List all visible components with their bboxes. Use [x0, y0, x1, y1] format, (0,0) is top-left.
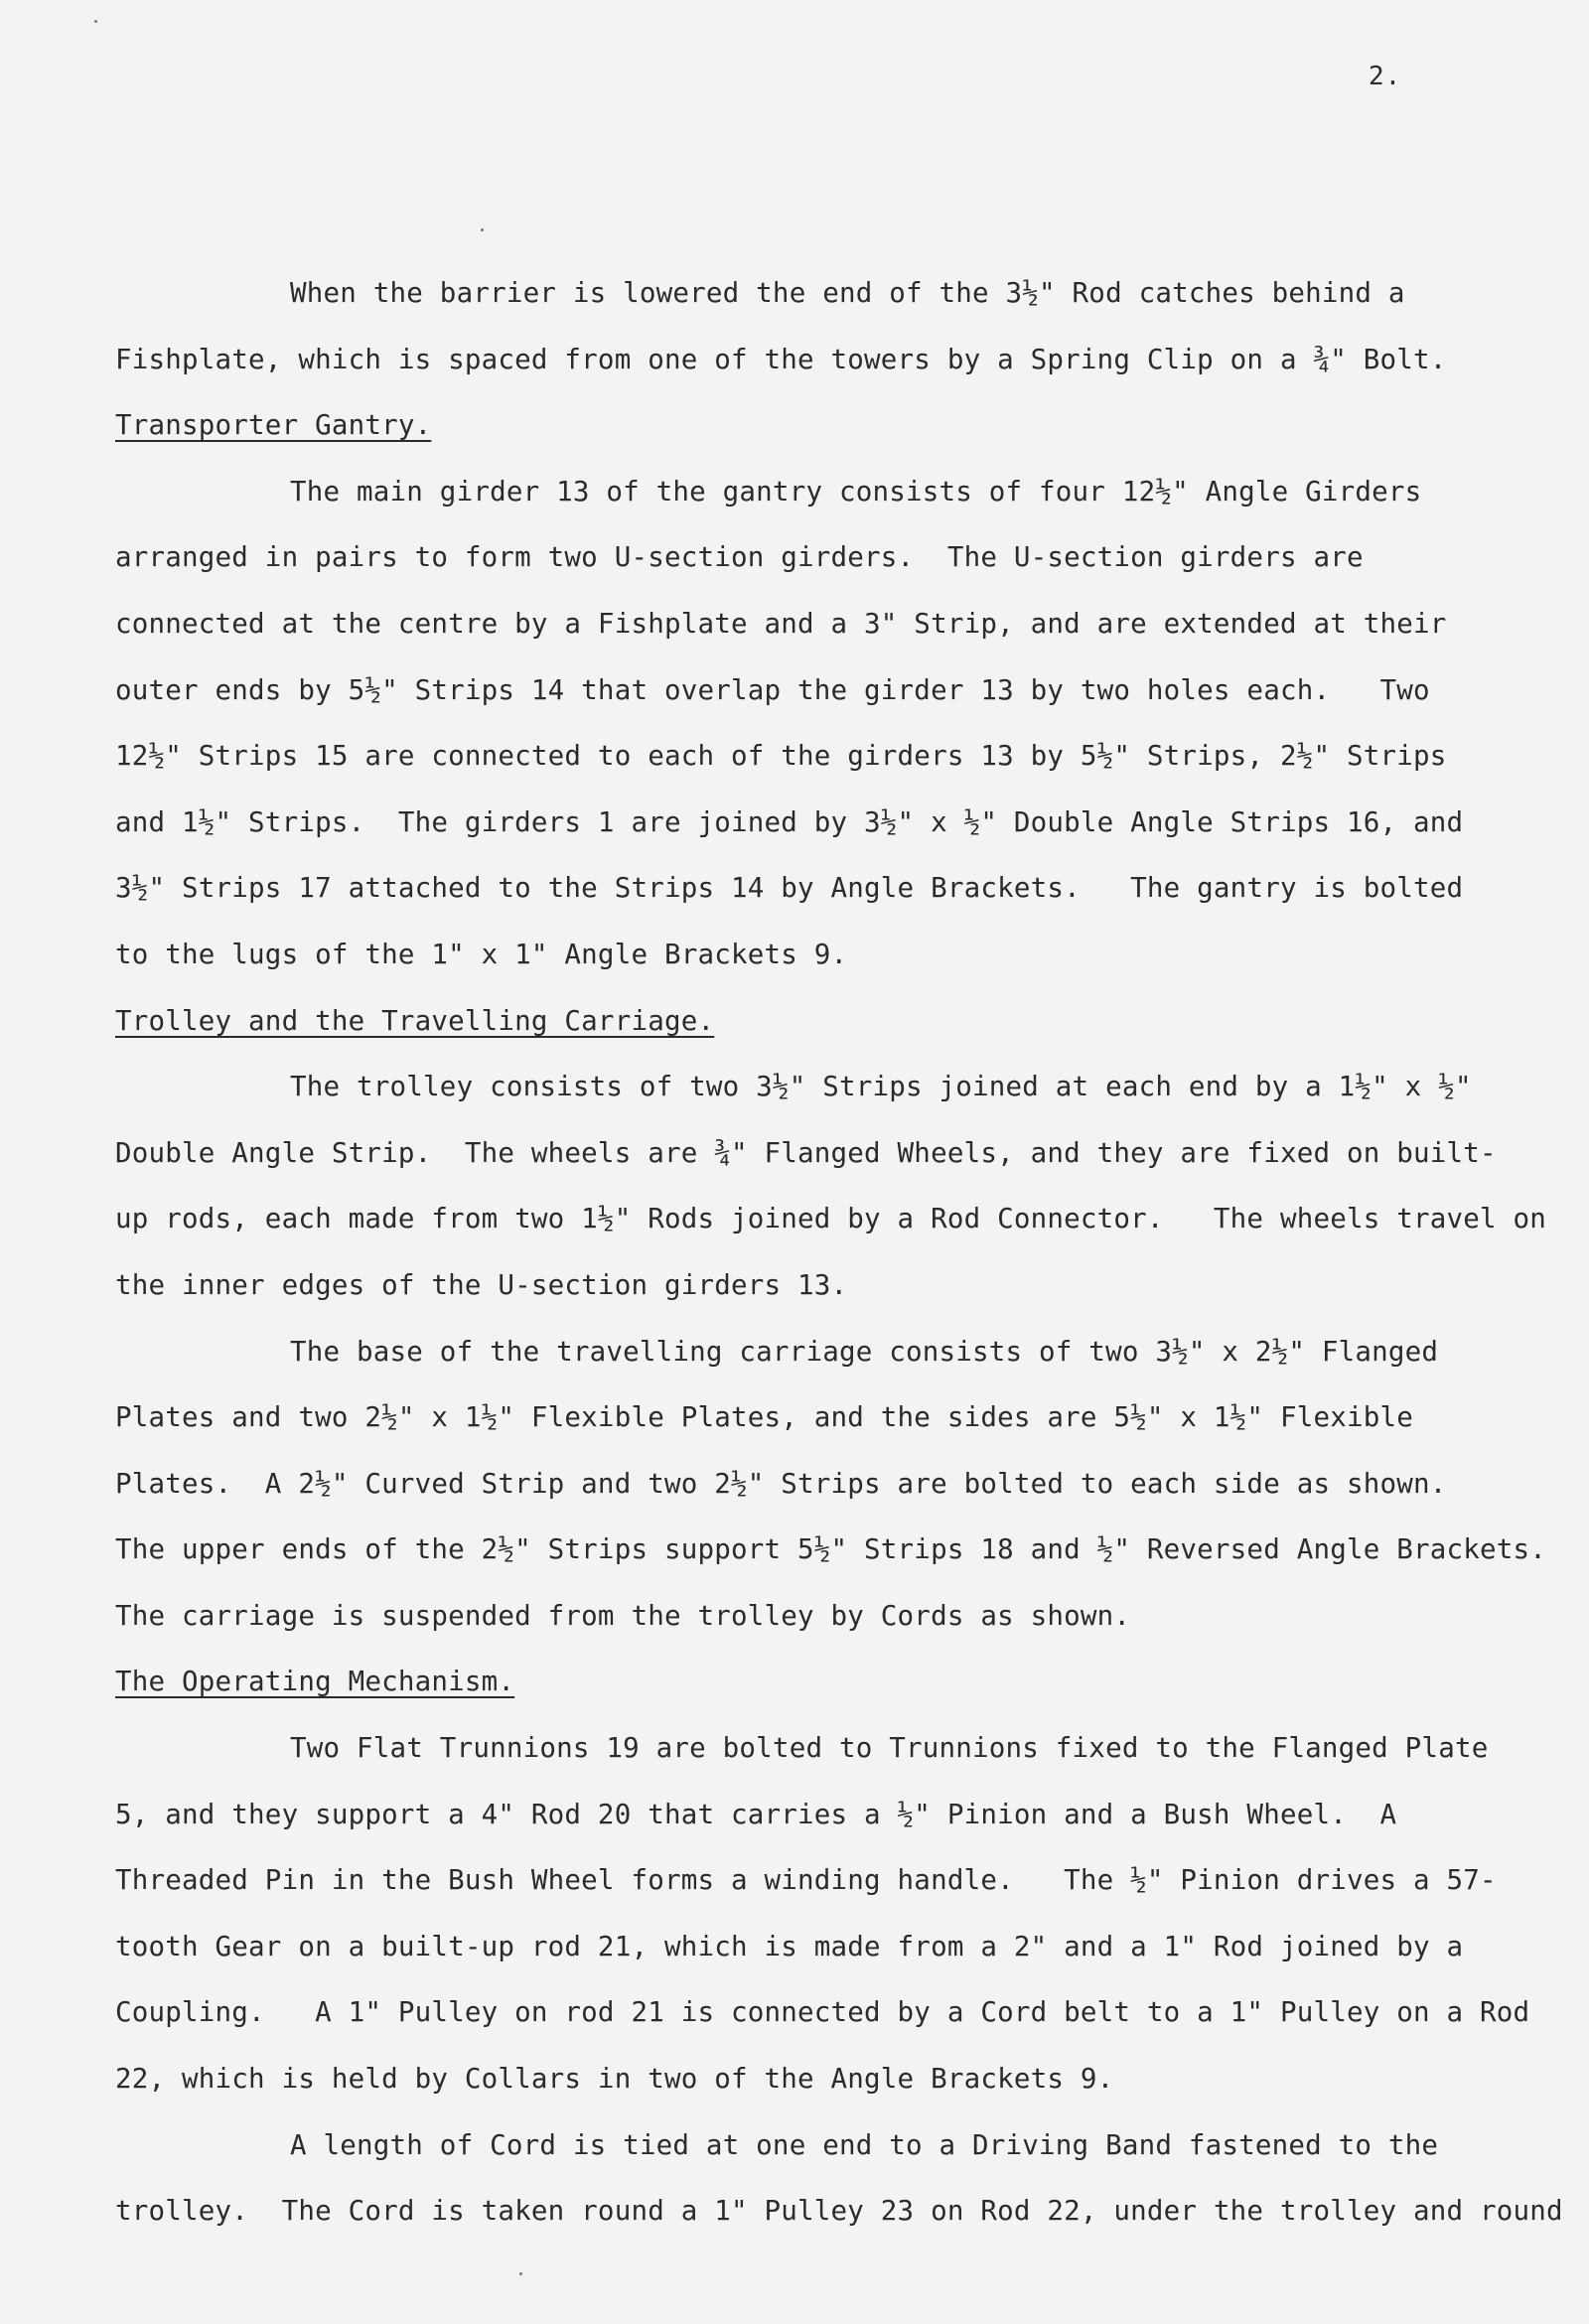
paragraph-line: The carriage is suspended from the trolley by Cords as shown.	[115, 1599, 1131, 1632]
paragraph-line: 12½" Strips 15 are connected to each of the girders 13 by 5½" Strips, 2½" Strips	[115, 740, 1447, 773]
paragraph-line: The base of the travelling carriage consists of two 3½" x 2½" Flanged	[290, 1335, 1439, 1368]
paragraph-line: 5, and they support a 4" Rod 20 that carries a ½" Pinion and a Bush Wheel. A	[115, 1798, 1397, 1830]
paragraph-line: tooth Gear on a built-up rod 21, which is made from a 2" and a 1" Rod joined by a	[115, 1930, 1464, 1962]
paragraph-line: up rods, each made from two 1½" Rods joined by a Rod Connector. The wheels travel on	[115, 1203, 1547, 1235]
paragraph-line: Threaded Pin in the Bush Wheel forms a winding handle. The ½" Pinion drives a 57-	[115, 1864, 1497, 1897]
paragraph-line: The main girder 13 of the gantry consists of four 12½" Angle Girders	[290, 475, 1422, 508]
section-heading-operating-mechanism: The Operating Mechanism.	[115, 1666, 515, 1698]
paragraph-line: Double Angle Strip. The wheels are ¾" Flanged Wheels, and they are fixed on built-	[115, 1136, 1497, 1169]
body-text	[115, 260, 1563, 2245]
paragraph-line: The trolley consists of two 3½" Strips joined at each end by a 1½" x ½"	[290, 1071, 1472, 1103]
section-heading-transporter-gantry: Transporter Gantry.	[115, 409, 432, 442]
paragraph-line: outer ends by 5½" Strips 14 that overlap the girder 13 by two holes each. Two	[115, 673, 1430, 706]
paragraph-line: arranged in pairs to form two U-section girders. The U-section girders are	[115, 541, 1364, 574]
paragraph-line: 22, which is held by Collars in two of the Angle Brackets 9.	[115, 2063, 1114, 2096]
paragraph-line: Plates and two 2½" x 1½" Flexible Plates, and the sides are 5½" x 1½" Flexible	[115, 1401, 1413, 1434]
paragraph-line: 3½" Strips 17 attached to the Strips 14 by Angle Brackets. The gantry is bolted	[115, 872, 1464, 905]
paragraph-line: the inner edges of the U-section girders 13.	[115, 1268, 848, 1301]
paragraph-line: A length of Cord is tied at one end to a Driving Band fastened to the	[290, 2128, 1439, 2161]
paragraph-line: trolley. The Cord is taken round a 1" Pulley 23 on Rod 22, under the trolley and round	[115, 2195, 1563, 2228]
paragraph-line: and 1½" Strips. The girders 1 are joined by 3½" x ½" Double Angle Strips 16, and	[115, 805, 1464, 838]
paragraph-line: to the lugs of the 1" x 1" Angle Brackets 9.	[115, 938, 848, 970]
paragraph-line: When the barrier is lowered the end of the 3½" Rod catches behind a	[290, 277, 1405, 309]
paragraph-line: Coupling. A 1" Pulley on rod 21 is connected by a Cord belt to a 1" Pulley on a Rod	[115, 1996, 1530, 2029]
section-heading-trolley: Trolley and the Travelling Carriage.	[115, 1004, 715, 1037]
paper-speck	[481, 228, 484, 231]
paragraph-line: The upper ends of the 2½" Strips support 5½" Strips 18 and ½" Reversed Angle Brackets.	[115, 1533, 1547, 1566]
paragraph-line: Plates. A 2½" Curved Strip and two 2½" Strips are bolted to each side as shown.	[115, 1467, 1447, 1500]
paper-speck	[519, 2272, 522, 2275]
paragraph-line: Two Flat Trunnions 19 are bolted to Trunnions fixed to the Flanged Plate	[290, 1732, 1489, 1765]
paragraph-line: connected at the centre by a Fishplate and a 3" Strip, and are extended at their	[115, 607, 1447, 640]
page-number: 2.	[1369, 62, 1402, 91]
paper-speck	[94, 20, 97, 23]
paragraph-line: Fishplate, which is spaced from one of the towers by a Spring Clip on a ¾" Bolt.	[115, 343, 1447, 375]
